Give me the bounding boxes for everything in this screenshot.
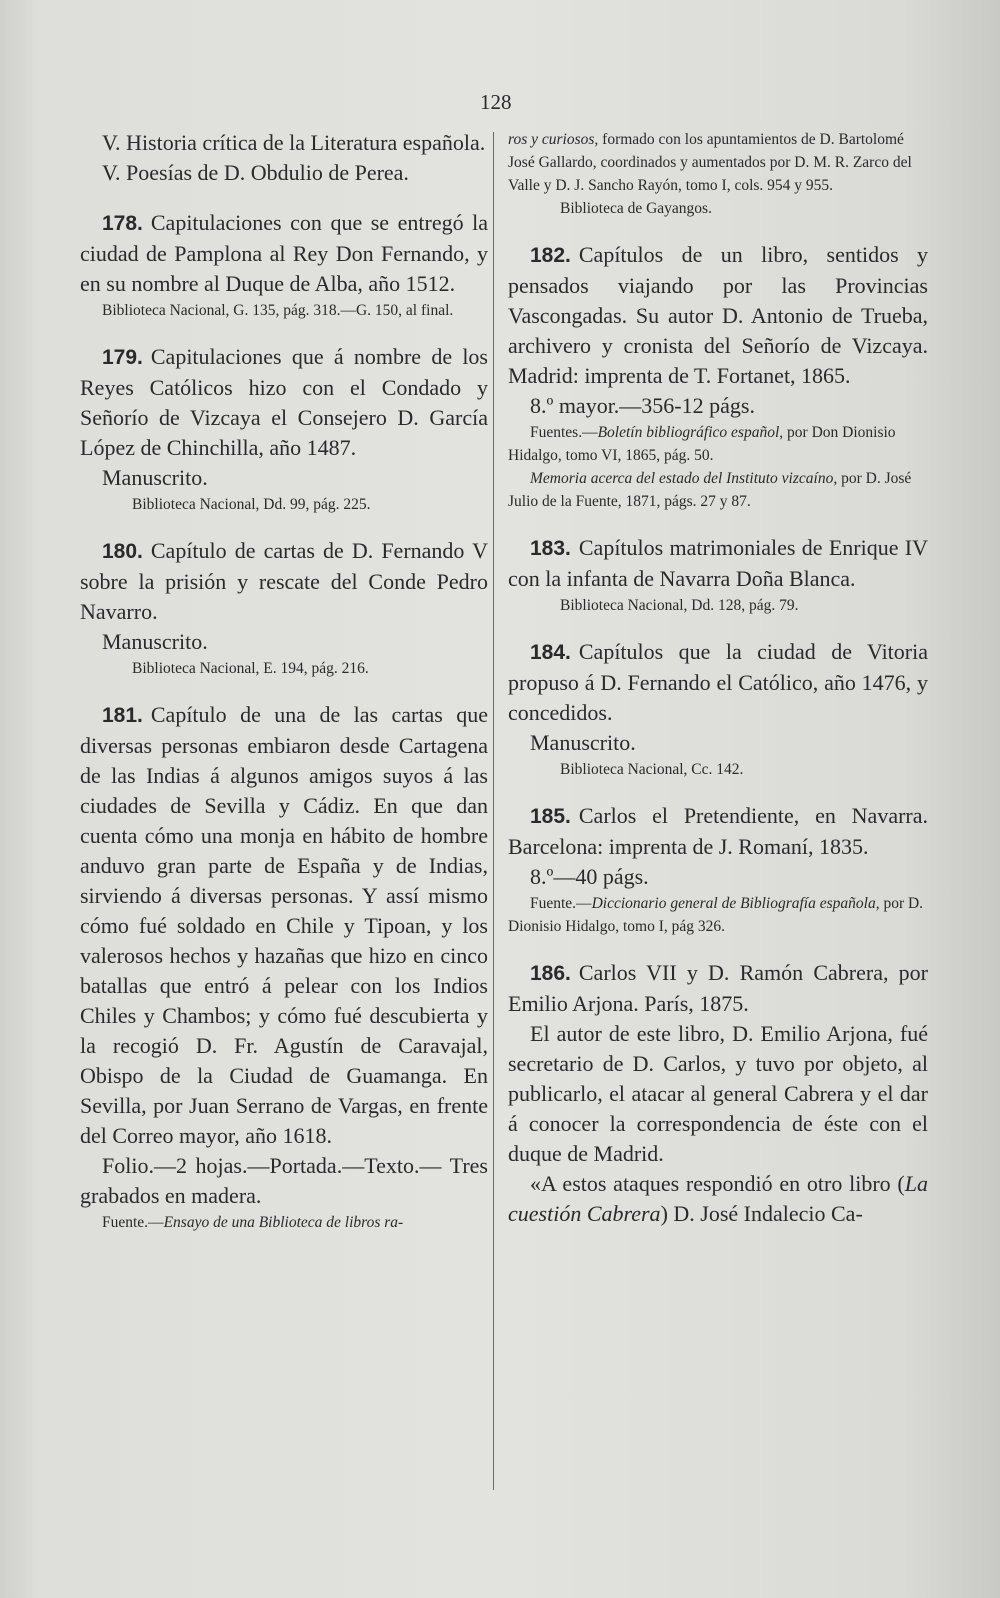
fuente-label: Fuente.— bbox=[530, 895, 592, 912]
entry-fuente bbox=[80, 1211, 488, 1234]
entry-185 bbox=[508, 801, 928, 938]
entry-paragraph: El autor de este libro, D. Emilio Arjona, fué secretario de D. Carlos, y tuvo por objeto, al publicarlo, el atacar al general Cabrera y el dar á conocer la correspondencia de éste con el duque de Madrid. bbox=[508, 1021, 928, 1166]
entry-fuente bbox=[508, 467, 928, 513]
entry-title: Capítulos matrimoniales de Enrique IV con la infanta de Navarra Doña Blanca. bbox=[508, 535, 928, 591]
fuente-label: Fuente.— bbox=[102, 1214, 164, 1231]
left-column bbox=[80, 128, 488, 1234]
fuente-rest: por Don Dionisio Hidalgo, tomo VI, 1865, pág. 50. bbox=[508, 424, 896, 464]
entry-number: 183. bbox=[530, 537, 571, 560]
entry-186 bbox=[508, 958, 928, 1229]
entry-source: Biblioteca Nacional, E. 194, pág. 216. bbox=[132, 660, 369, 677]
entry-paragraph bbox=[508, 1169, 928, 1229]
fuente-rest: formado con los apuntamientos de D. Bartolomé José Gallardo, coordinados y aumentados por D. M. R. Zarco del Valle y D. J. Sancho Rayón, tomo I, cols. 954 y 955. bbox=[508, 131, 912, 194]
entry-title: Carlos el Pretendiente, en Navarra. Barcelona: imprenta de J. Romaní, 1835. bbox=[508, 803, 928, 859]
entry-source: Biblioteca de Gayangos. bbox=[560, 200, 712, 217]
entry-source: Biblioteca Nacional, Cc. 142. bbox=[560, 761, 744, 778]
entry-title: Capitulaciones con que se entregó la ciudad de Pamplona al Rey Don Fernando, y en su nombre al Duque de Alba, año 1512. bbox=[80, 210, 488, 296]
paragraph-text: «A estos ataques respondió en otro libro ( bbox=[530, 1171, 905, 1196]
entry-title: Capitulaciones que á nombre de los Reyes Católicos hizo con el Condado y Señorío de Vizcaya el Consejero D. García López de Chinchilla, año 1487. bbox=[80, 344, 488, 460]
fuente-label: Fuentes.— bbox=[530, 424, 598, 441]
fuente-title: Diccionario general de Bibliografía española, bbox=[591, 895, 880, 912]
fuente-title: Boletín bibliográfico español, bbox=[597, 424, 784, 441]
entry-title: Carlos VII y D. Ramón Cabrera, por Emilio Arjona. París, 1875. bbox=[508, 960, 928, 1016]
entry-note: Manuscrito. bbox=[102, 629, 208, 654]
entry-format: Folio.—2 hojas.—Portada.—Texto.— Tres grabados en madera. bbox=[80, 1153, 488, 1208]
entry-fuente-continued bbox=[508, 128, 928, 197]
cross-reference: V. Poesías de D. Obdulio de Perea. bbox=[102, 160, 409, 185]
entry-number: 184. bbox=[530, 641, 571, 664]
entry-source: Biblioteca Nacional, G. 135, pág. 318.—G. 150, al final. bbox=[102, 302, 454, 319]
fuente-title: Memoria acerca del estado del Instituto vizcaíno, bbox=[530, 470, 838, 487]
entry-note: Manuscrito. bbox=[102, 465, 208, 490]
entry-fuente bbox=[508, 421, 928, 467]
entry-183 bbox=[508, 533, 928, 617]
page-number: 128 bbox=[480, 90, 512, 114]
paragraph-text: ) D. José Indalecio Ca- bbox=[660, 1201, 863, 1226]
entry-title: Capítulos que la ciudad de Vitoria propuso á D. Fernando el Católico, año 1476, y concedidos. bbox=[508, 639, 928, 725]
entry-format: 8.º mayor.—356-12 págs. bbox=[530, 393, 755, 418]
entry-181 bbox=[80, 700, 488, 1234]
entry-number: 178. bbox=[102, 212, 143, 235]
entry-title: Capítulos de un libro, sentidos y pensados viajando por las Provincias Vascongadas. Su autor D. Antonio de Trueba, archivero y cronista del Señorío de Vizcaya. Madrid: imprenta de T. Fortanet, 1865. bbox=[508, 242, 928, 388]
entry-source: Biblioteca Nacional, Dd. 99, pág. 225. bbox=[132, 496, 371, 513]
entry-fuente bbox=[508, 892, 928, 938]
entry-format: 8.º—40 págs. bbox=[530, 864, 649, 889]
fuente-rest: por D. José Julio de la Fuente, 1871, págs. 27 y 87. bbox=[508, 470, 912, 510]
entry-number: 179. bbox=[102, 346, 143, 369]
entry-title: Capítulo de una de las cartas que diversas personas embiaron desde Cartagena de las Indias á algunos amigos suyos á las ciudades de Sevilla y Cádiz. En que dan cuenta cómo una monja en hábito de hombre anduvo gran parte de España y de Indias, sirviendo á diversas personas. Y assí mismo cómo fué soldado en Chile y Tipoan, y los valerosos hechos y hazañas que hizo en cinco batallas que entró á pelear con los Indios Chiles y Chambos; y cómo fué descubierta y la recogió D. Fr. Agustín de Caravajal, Obispo de la Ciudad de Guamanga. En Sevilla, por Juan Serrano de Vargas, en frente del Correo mayor, año 1618. bbox=[80, 702, 488, 1148]
entry-182 bbox=[508, 240, 928, 513]
column-divider bbox=[493, 132, 494, 1490]
entry-number: 185. bbox=[530, 805, 571, 828]
entry-source: Biblioteca Nacional, Dd. 128, pág. 79. bbox=[560, 597, 799, 614]
entry-number: 182. bbox=[530, 244, 571, 267]
entry-number: 181. bbox=[102, 704, 143, 727]
entry-179 bbox=[80, 342, 488, 516]
entry-178 bbox=[80, 208, 488, 322]
entry-title: Capítulo de cartas de D. Fernando V sobre la prisión y rescate del Conde Pedro Navarro. bbox=[80, 538, 488, 624]
book-title: La cuestión Cabrera bbox=[508, 1171, 928, 1226]
entry-note: Manuscrito. bbox=[530, 730, 636, 755]
fuente-rest: por D. Dionisio Hidalgo, tomo I, pág 326. bbox=[508, 895, 924, 935]
cross-reference: V. Historia crítica de la Literatura española. bbox=[102, 130, 486, 155]
entry-number: 180. bbox=[102, 540, 143, 563]
fuente-title: ros y curiosos, bbox=[508, 131, 599, 148]
entry-number: 186. bbox=[530, 962, 571, 985]
entry-180 bbox=[80, 536, 488, 680]
right-column bbox=[508, 128, 928, 1229]
fuente-title: Ensayo de una Biblioteca de libros ra- bbox=[163, 1214, 404, 1231]
entry-184 bbox=[508, 637, 928, 781]
